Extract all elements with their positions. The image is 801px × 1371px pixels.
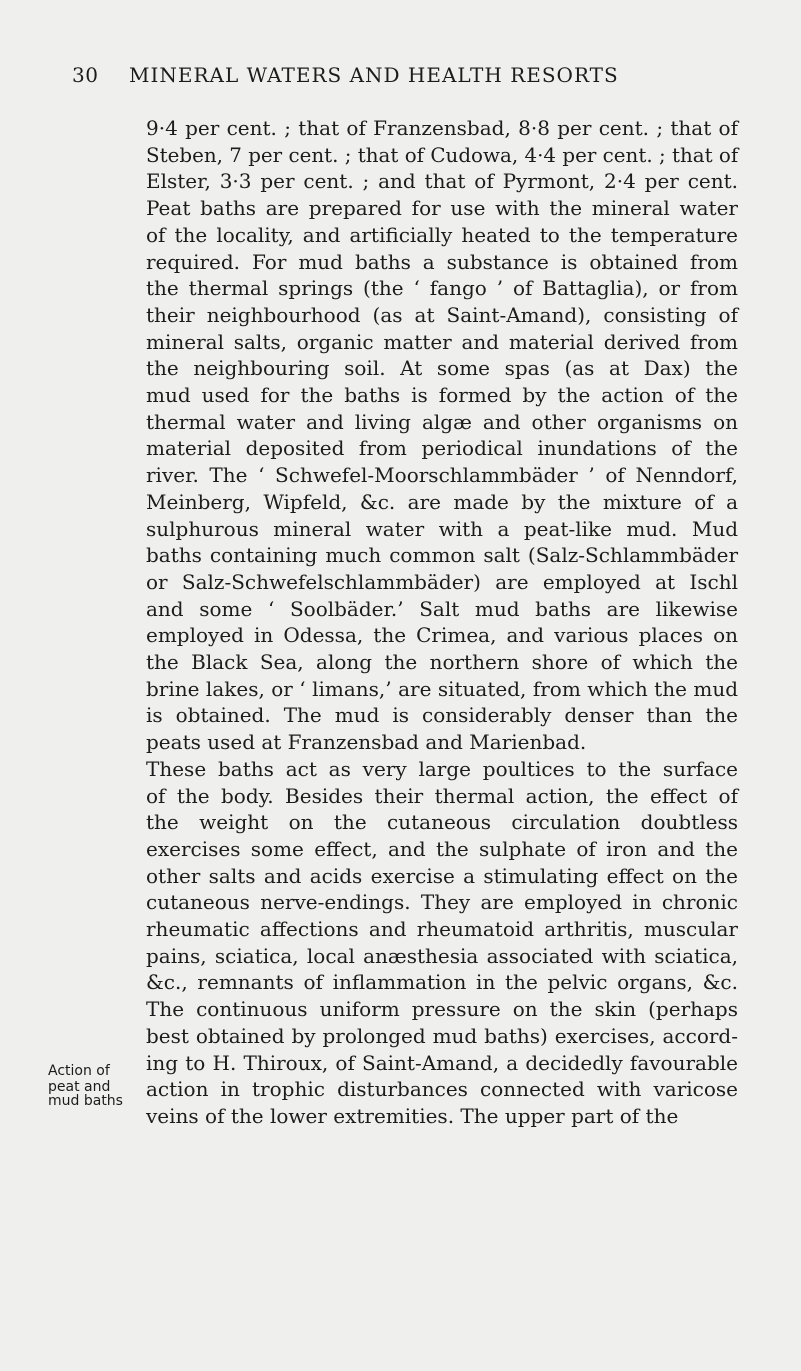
margin-note-line: peat and xyxy=(48,1079,111,1095)
body-line: mud used for the baths is formed by the action of the xyxy=(146,383,738,407)
page-number: 30 xyxy=(72,63,99,87)
body-line: Peat baths are prepared for use with the mineral water xyxy=(146,196,738,221)
body-line: pains, sciatica, local anæsthesia associated with sciatica, xyxy=(146,943,738,968)
body-line: material deposited from periodical inundations of the xyxy=(146,436,738,461)
body-line: veins of the lower extremities. The upper part of the xyxy=(146,1103,679,1128)
margin-note-line: mud baths xyxy=(48,1093,123,1109)
body-line: 9·4 per cent. ; that of Franzensbad, 8·8 per cent. ; that of xyxy=(146,116,738,140)
body-line: required. For mud baths a substance is obtained from xyxy=(146,249,738,274)
body-line: mineral salts, organic matter and material derived from xyxy=(146,329,738,354)
body-line: the thermal springs (the ‘ fango ’ of Battaglia), or from xyxy=(146,276,738,301)
body-line: baths containing much common salt (Salz-Schlammbäder xyxy=(146,543,738,568)
body-line: other salts and acids exercise a stimulating effect on the xyxy=(146,863,738,888)
body-line: Elster, 3·3 per cent. ; and that of Pyrmont, 2·4 per cent. xyxy=(146,169,738,194)
body-line: Steben, 7 per cent. ; that of Cudowa, 4·4 per cent. ; that of xyxy=(146,142,739,167)
body-line: sulphurous mineral water with a peat-like mud. Mud xyxy=(146,516,738,541)
body-line: peats used at Franzensbad and Marienbad. xyxy=(146,730,587,755)
margin-note-line: Action of xyxy=(48,1063,110,1079)
body-line: of the body. Besides their thermal action, the effect of xyxy=(146,783,738,808)
body-line: employed in Odessa, the Crimea, and various places on xyxy=(146,623,738,648)
body-line: river. The ‘ Schwefel-Moorschlammbäder ’ of Nenndorf, xyxy=(146,463,738,488)
body-line: ing to H. Thiroux, of Saint-Amand, a decidedly favourable xyxy=(146,1050,738,1075)
body-line: The continuous uniform pressure on the skin (perhaps xyxy=(146,997,738,1022)
body-line: These baths act as very large poultices to the surface xyxy=(146,756,738,781)
body-line: the Black Sea, along the northern shore of which the xyxy=(146,650,738,674)
body-line: is obtained. The mud is considerably denser than the xyxy=(146,703,738,728)
body-line: cutaneous nerve-endings. They are employed in chronic xyxy=(146,890,738,915)
body-line: best obtained by prolonged mud baths) exercises, accord- xyxy=(146,1023,738,1048)
body-line: their neighbourhood (as at Saint-Amand), consisting of xyxy=(146,302,738,327)
body-line: &c., remnants of inflammation in the pelvic organs, &c. xyxy=(146,970,738,995)
body-line: or Salz-Schwefelschlammbäder) are employed at Ischl xyxy=(146,569,738,594)
body-line: brine lakes, or ‘ limans,’ are situated, from which the mud xyxy=(146,676,738,701)
running-head: MINERAL WATERS AND HEALTH RESORTS xyxy=(129,63,619,87)
body-line: of the locality, and artificially heated to the temperature xyxy=(146,222,738,247)
body-line: rheumatic affections and rheumatoid arthritis, muscular xyxy=(146,917,738,941)
body-line: thermal water and living algæ and other organisms on xyxy=(146,409,738,434)
body-line: and some ‘ Soolbäder.’ Salt mud baths are likewise xyxy=(146,596,738,621)
body-line: exercises some effect, and the sulphate of iron and the xyxy=(146,836,738,861)
body-line: Meinberg, Wipfeld, &c. are made by the mixture of a xyxy=(146,489,738,514)
body-line: the weight on the cutaneous circulation doubtless xyxy=(146,810,738,835)
body-line: action in trophic disturbances connected with varicose xyxy=(146,1077,738,1102)
body-line: the neighbouring soil. At some spas (as at Dax) the xyxy=(146,356,738,381)
